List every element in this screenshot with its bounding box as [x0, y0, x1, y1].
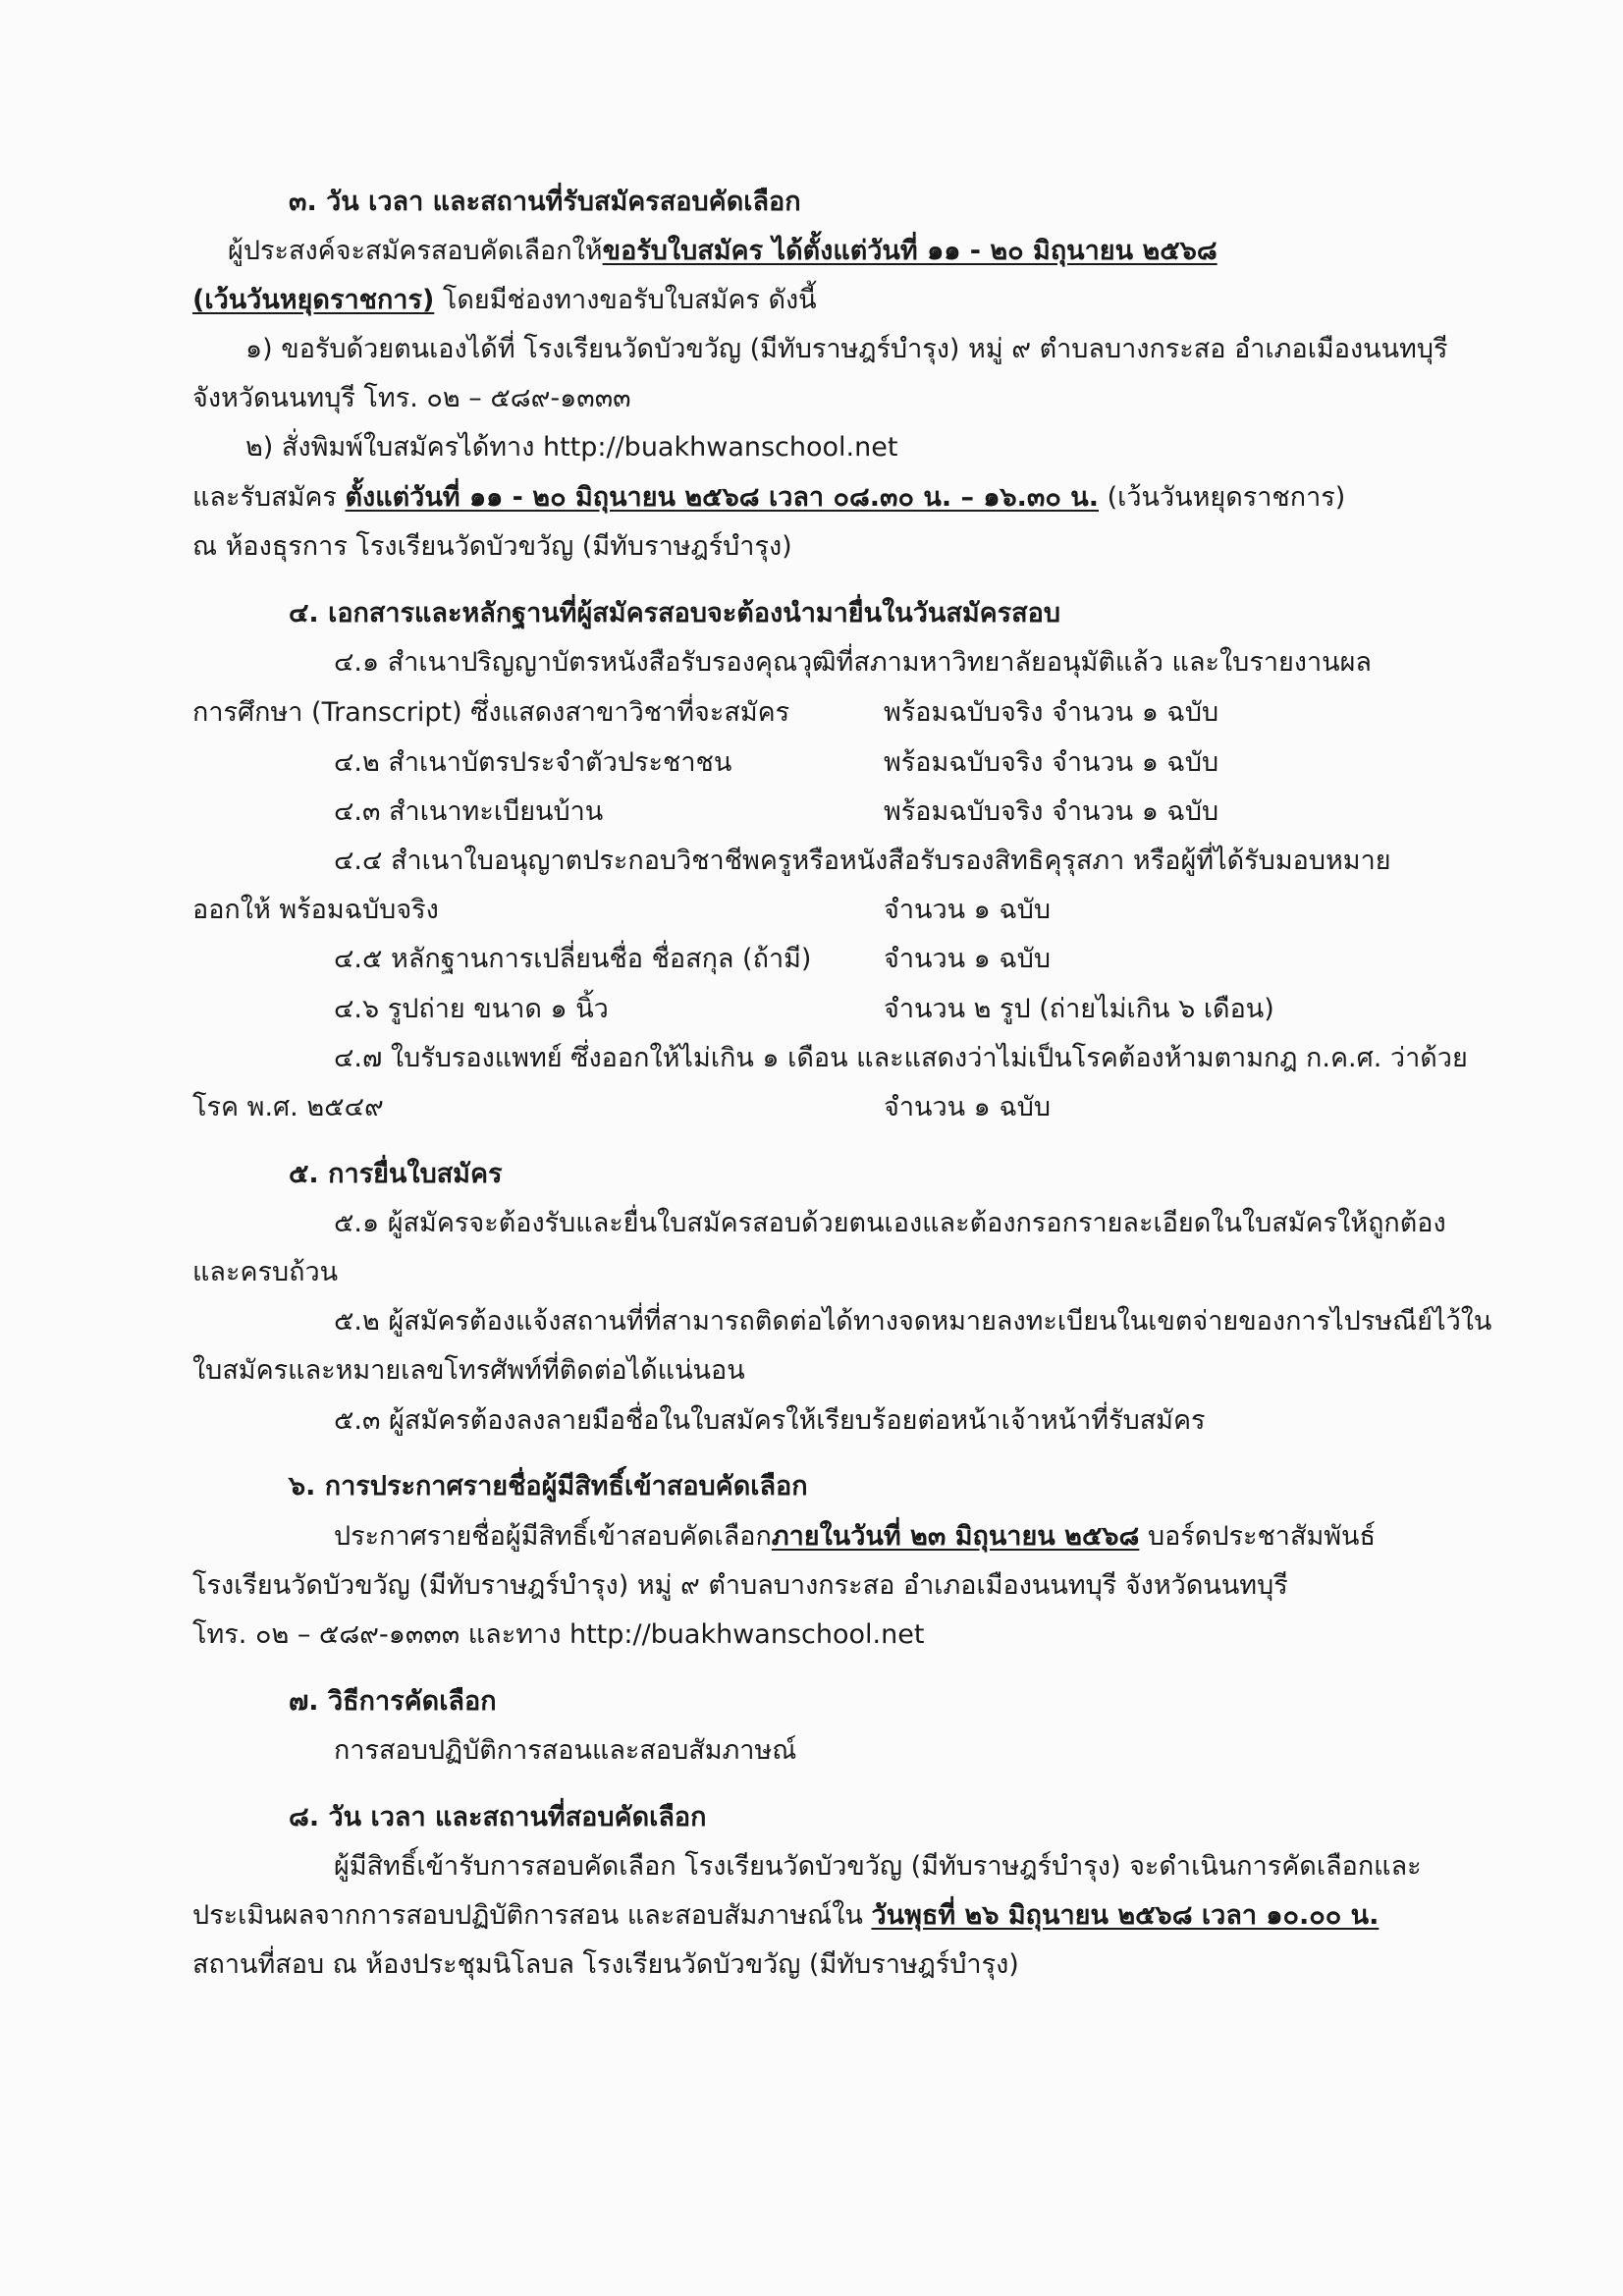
doc-4-5-qty: จำนวน ๑ ฉบับ: [884, 944, 1052, 974]
text: ประเมินผลจากการสอบปฏิบัติการสอน และสอบสัมภาษณ์ใน: [192, 1900, 872, 1931]
exam-date: วันพุธที่ ๒๖ มิถุนายน ๒๕๖๘ เวลา ๑๐.๐๐ น.: [871, 1900, 1380, 1931]
section-7-heading: ๗. วิธีการคัดเลือก: [289, 1686, 497, 1717]
announce-paragraph-3: โทร. ๐๒ – ๕๘๙-๑๓๓๓ และทาง http://buakhwanschool.net: [192, 1619, 925, 1650]
rule-5-1: ๕.๑ ผู้สมัครจะต้องรับและยื่นใบสมัครสอบด้วยตนเองและต้องกรอกรายละเอียดในใบสมัครให้ถูกต้อง: [334, 1208, 1446, 1238]
doc-4-1-cont: การศึกษา (Transcript) ซึ่งแสดงสาขาวิชาที่จะสมัคร: [192, 697, 790, 728]
doc-4-3: ๔.๓ สำเนาทะเบียนบ้าน: [334, 796, 604, 827]
doc-4-7-cont: โรค พ.ศ. ๒๕๔๙: [192, 1092, 384, 1122]
section-3-heading: ๓. วัน เวลา และสถานที่รับสมัครสอบคัดเลือก: [289, 187, 801, 217]
holiday-note: (เว้นวันหยุดราชการ): [192, 285, 435, 315]
text: (เว้นวันหยุดราชการ): [1099, 482, 1346, 513]
channel-2: ๒) สั่งพิมพ์ใบสมัครได้ทาง http://buakhwanschool.net: [245, 432, 898, 463]
doc-4-4-qty: จำนวน ๑ ฉบับ: [884, 895, 1052, 925]
doc-4-3-qty: พร้อมฉบับจริง จำนวน ๑ ฉบับ: [884, 796, 1219, 827]
doc-4-5: ๔.๕ หลักฐานการเปลี่ยนชื่อ ชื่อสกุล (ถ้ามี): [334, 944, 812, 974]
section-6-heading: ๖. การประกาศรายชื่อผู้มีสิทธิ์เข้าสอบคัดเลือก: [289, 1471, 808, 1502]
announce-paragraph-2: โรงเรียนวัดบัวขวัญ (มีทับราษฎร์บำรุง) หมู่ ๙ ตำบลบางกระสอ อำเภอเมืองนนทบุรี จังหวัดนนทบุรี: [192, 1570, 1288, 1601]
announce-paragraph-1: [334, 1517, 1376, 1557]
doc-4-6-qty: จำนวน ๒ รูป (ถ่ายไม่เกิน ๖ เดือน): [884, 994, 1274, 1024]
doc-4-1-qty: พร้อมฉบับจริง จำนวน ๑ ฉบับ: [884, 697, 1219, 728]
rule-5-2-cont: ใบสมัครและหมายเลขโทรศัพท์ที่ติดต่อได้แน่นอน: [192, 1355, 745, 1386]
channel-1: ๑) ขอรับด้วยตนเองได้ที่ โรงเรียนวัดบัวขวัญ (มีทับราษฎร์บำรุง) หมู่ ๙ ตำบลบางกระสอ อำเภอเมืองนนทบุรี: [245, 334, 1448, 364]
text: โดยมีช่องทางขอรับใบสมัคร ดังนี้: [434, 285, 817, 315]
doc-4-6: ๔.๖ รูปถ่าย ขนาด ๑ นิ้ว: [334, 994, 609, 1024]
channel-1-cont: จังหวัดนนทบุรี โทร. ๐๒ – ๕๘๙-๑๓๓๓: [192, 383, 631, 413]
selection-method: การสอบปฏิบัติการสอนและสอบสัมภาษณ์: [334, 1735, 797, 1766]
doc-4-4: ๔.๔ สำเนาใบอนุญาตประกอบวิชาชีพครูหรือหนังสือรับรองสิทธิคุรุสภา หรือผู้ที่ได้รับมอบหมาย: [334, 846, 1391, 876]
exam-paragraph-3: สถานที่สอบ ณ ห้องประชุมนิโลบล โรงเรียนวัดบัวขวัญ (มีทับราษฎร์บำรุง): [192, 1949, 1019, 1980]
announce-date: ภายในวันที่ ๒๓ มิถุนายน ๒๕๖๘: [771, 1521, 1140, 1552]
doc-4-7-qty: จำนวน ๑ ฉบับ: [884, 1092, 1052, 1122]
doc-4-2: ๔.๒ สำเนาบัตรประจำตัวประชาชน: [334, 747, 732, 778]
rule-5-3: ๕.๓ ผู้สมัครต้องลงลายมือชื่อในใบสมัครให้เรียบร้อยต่อหน้าเจ้าหน้าที่รับสมัคร: [334, 1405, 1206, 1436]
text: ผู้ประสงค์จะสมัครสอบคัดเลือกให้: [228, 236, 603, 266]
exam-paragraph-1: ผู้มีสิทธิ์เข้ารับการสอบคัดเลือก โรงเรียนวัดบัวขวัญ (มีทับราษฎร์บำรุง) จะดำเนินการคัดเลือกและ: [334, 1851, 1422, 1882]
text: บอร์ดประชาสัมพันธ์: [1139, 1521, 1376, 1552]
section-3-paragraph-2: [192, 281, 817, 320]
application-dates: ขอรับใบสมัคร ได้ตั้งแต่วันที่ ๑๑ - ๒๐ มิถุนายน ๒๕๖๘: [602, 236, 1217, 266]
doc-4-7: ๔.๗ ใบรับรองแพทย์ ซึ่งออกให้ไม่เกิน ๑ เดือน และแสดงว่าไม่เป็นโรคต้องห้ามตามกฎ ก.ค.ศ. ว่าด้วย: [334, 1043, 1468, 1073]
section-3-paragraph-1: [228, 232, 1217, 271]
application-place: ณ ห้องธุรการ โรงเรียนวัดบัวขวัญ (มีทับราษฎร์บำรุง): [192, 531, 792, 562]
doc-4-1: ๔.๑ สำเนาปริญญาบัตรหนังสือรับรองคุณวุฒิที่สภามหาวิทยาลัยอนุมัติแล้ว และใบรายงานผล: [334, 647, 1372, 678]
text: และรับสมัคร: [192, 482, 346, 513]
exam-paragraph-2: [192, 1896, 1379, 1936]
section-4-heading: ๔. เอกสารและหลักฐานที่ผู้สมัครสอบจะต้องนำมายื่นในวันสมัครสอบ: [289, 598, 1061, 629]
text: ประกาศรายชื่อผู้มีสิทธิ์เข้าสอบคัดเลือก: [334, 1521, 772, 1552]
channel-2-cont: [192, 478, 1345, 518]
doc-4-4-cont: ออกให้ พร้อมฉบับจริง: [192, 895, 439, 925]
application-time: ตั้งแต่วันที่ ๑๑ - ๒๐ มิถุนายน ๒๕๖๘ เวลา ๐๘.๓๐ น. – ๑๖.๓๐ น.: [345, 482, 1099, 513]
section-5-heading: ๕. การยื่นใบสมัคร: [289, 1159, 503, 1189]
rule-5-2: ๕.๒ ผู้สมัครต้องแจ้งสถานที่ที่สามารถติดต่อได้ทางจดหมายลงทะเบียนในเขตจ่ายของการไปรษณีย์ไว้ใน: [334, 1306, 1492, 1337]
doc-4-2-qty: พร้อมฉบับจริง จำนวน ๑ ฉบับ: [884, 747, 1219, 778]
section-8-heading: ๘. วัน เวลา และสถานที่สอบคัดเลือก: [289, 1802, 707, 1832]
rule-5-1-cont: และครบถ้วน: [192, 1257, 339, 1287]
